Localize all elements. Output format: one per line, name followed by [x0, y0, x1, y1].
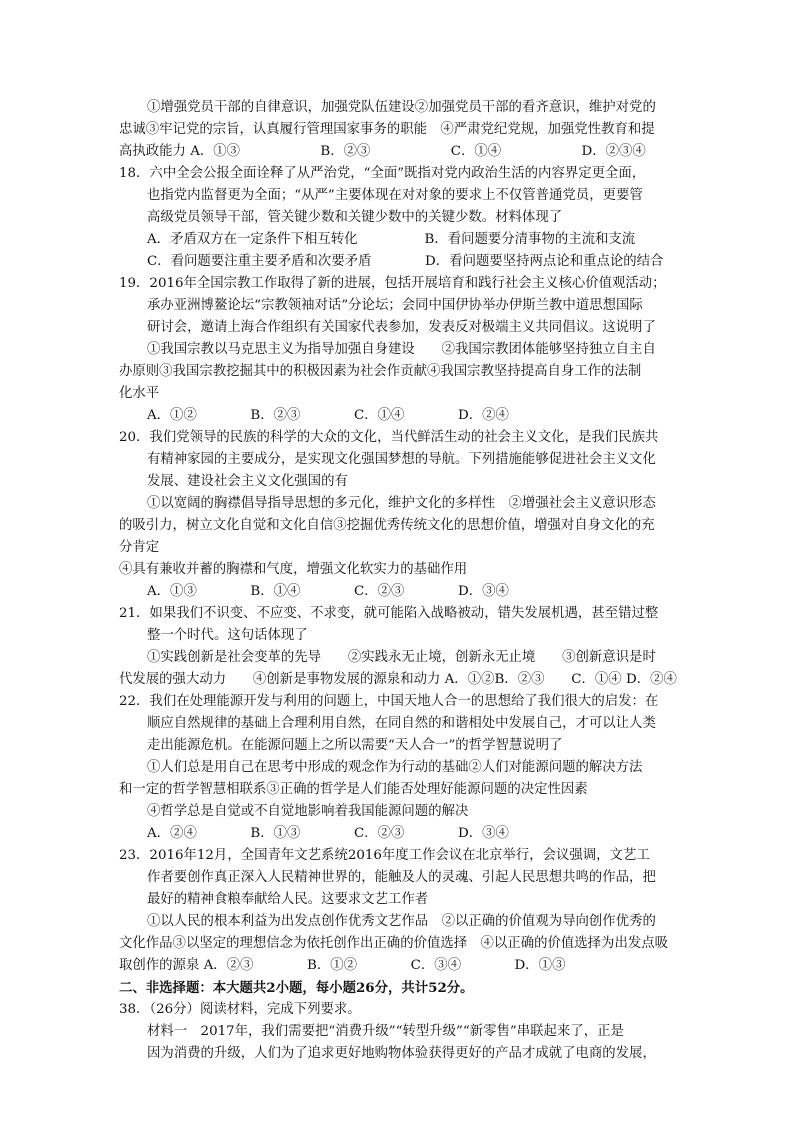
- question-21-stem: 21．如果我们不识变、不应变、不求变，就可能陷入战略被动，错失发展机遇，甚至错过整: [119, 606, 659, 621]
- text-line: 高级党员领导干部，管关键少数和关键少数中的关键少数。材料体现了: [147, 210, 563, 225]
- option-line: A．①② B．②③ C．①④ D．②④: [147, 408, 509, 423]
- text-line: 整一个时代。这句话体现了: [147, 628, 308, 643]
- statement-line: 办原则③我国宗教挖掘其中的积极因素为社会作贡献④我国宗教坚持提高自身工作的法制: [119, 364, 642, 379]
- text-line: 发展、建设社会主义文化强国的有: [147, 474, 348, 489]
- question-18-stem: 18．六中全会公报全面诠释了从严治党，“全面”既指对党内政治生活的内容界定更全面，: [119, 166, 646, 181]
- question-20-stem: 20．我们党领导的民族的科学的大众的文化，当代鲜活生动的社会主义文化，是我们民族共: [119, 430, 659, 445]
- statement-line: ①人们总是用自己在思考中形成的观念作为行动的基础②人们对能源问题的解决方法: [147, 760, 643, 775]
- statement-line: ①以宽阔的胸襟倡导指导思想的多元化，维护文化的多样性 ②增强社会主义意识形态: [147, 496, 656, 511]
- text-line: ①增强党员干部的自律意识，加强党队伍建设②加强党员干部的看齐意识，维护对党的: [147, 100, 656, 115]
- statement-line: ①以人民的根本利益为出发点创作优秀文艺作品 ②以正确的价值观为导向创作优秀的: [147, 914, 656, 929]
- statement-line: 分肯定: [119, 540, 160, 555]
- option-line: A．②④ B．①③ C．②③ D．③④: [147, 826, 509, 841]
- statement-line: ①实践创新是社会变革的先导 ②实践永无止境，创新永无止境 ③创新意识是时: [147, 650, 656, 665]
- text-line: 走出能源危机。在能源问题上之所以需要“天人合一”的哲学智慧说明了: [147, 738, 563, 753]
- question-22-stem: 22．我们在处理能源开发与利用的问题上，中国天地人合一的思想给了我们很大的启发：在: [119, 694, 659, 709]
- question-38-stem: 38．（26分）阅读材料，完成下列要求。: [119, 1002, 361, 1017]
- material-line: 材料一 2017年，我们需要把“消费升级”“转型升级”“新零售”串联起来了，正是: [147, 1024, 624, 1039]
- section-heading: 二、非选择题：本大题共2小题，每小题26分，共计52分。: [119, 980, 474, 996]
- statement-line: 文化作品③以坚定的理想信念为依托创作出正确的价值选择 ④以正确的价值选择为出发点吸: [119, 936, 669, 951]
- text-line: 高执政能力 A．①③ B．②③ C．①④ D．②③④: [119, 144, 646, 159]
- material-line: 因为消费的升级，人们为了追求更好地购物体验获得更好的产品才成就了电商的发展，: [147, 1046, 656, 1061]
- statement-line: ④具有兼收并蓄的胸襟和气度，增强文化软实力的基础作用: [119, 562, 468, 577]
- text-line: 有精神家园的主要成分，是实现文化强国梦想的导航。下列措施能够促进社会主义文化: [147, 452, 656, 467]
- statement-line: 取创作的源泉 A．②③ B．①② C．③④ D．①③: [119, 958, 566, 973]
- question-23-stem: 23．2016年12月，全国青年文艺系统2016年度工作会议在北京举行，会议强调，文艺工: [119, 848, 650, 863]
- option-line: A．矛盾双方在一定条件下相互转化 B．看问题要分清事物的主流和支流: [147, 232, 636, 247]
- text-line: 作者要创作真正深入人民精神世界的，能触及人的灵魂、引起人民思想共鸣的作品，把: [147, 870, 656, 885]
- statement-line: 和一定的哲学智慧相联系③正确的哲学是人们能否处理好能源问题的决定性因素: [119, 782, 588, 797]
- option-line: A．①③ B．①④ C．②③ D．③④: [147, 584, 509, 599]
- text-line: 研讨会，邀请上海合作组织有关国家代表参加，发表反对极端主义共同倡议。这说明了: [147, 320, 656, 335]
- statement-line: ④哲学总是自觉或不自觉地影响着我国能源问题的解决: [147, 804, 469, 819]
- text-line: 承办亚洲博鳌论坛“宗教领袖对话”分论坛；会同中国伊协举办伊斯兰教中道思想国际: [147, 298, 643, 313]
- text-line: 顺应自然规律的基础上合理利用自然，在同自然的和谐相处中发展自己，才可以让人类: [147, 716, 656, 731]
- statement-line: 代发展的强大动力 ④创新是事物发展的源泉和动力 A．①②B．②③ C．①④ D．②④: [119, 672, 677, 687]
- statement-line: 的吸引力，树立文化自觉和文化自信③挖掘优秀传统文化的思想价值，增强对自身文化的充: [119, 518, 655, 533]
- question-19-stem: 19．2016年全国宗教工作取得了新的进展，包括开展培育和践行社会主义核心价值观活动；: [119, 276, 666, 291]
- statement-line: ①我国宗教以马克思主义为指导加强自身建设 ②我国宗教团体能够坚持独立自主自: [147, 342, 656, 357]
- text-line: 最好的精神食粮奉献给人民。这要求文艺工作者: [147, 892, 429, 907]
- option-line: C．看问题要注重主要矛盾和次要矛盾 D．看问题要坚持两点论和重点论的结合: [147, 254, 664, 269]
- statement-line: 化水平: [119, 386, 160, 401]
- text-line: 也指党内监督更为全面；“从严”主要体现在对对象的要求上不仅管普通党员，更要管: [147, 188, 643, 203]
- text-line: 忠诚③牢记党的宗旨，认真履行管理国家事务的职能 ④严肃党纪党规，加强党性教育和提: [119, 122, 655, 137]
